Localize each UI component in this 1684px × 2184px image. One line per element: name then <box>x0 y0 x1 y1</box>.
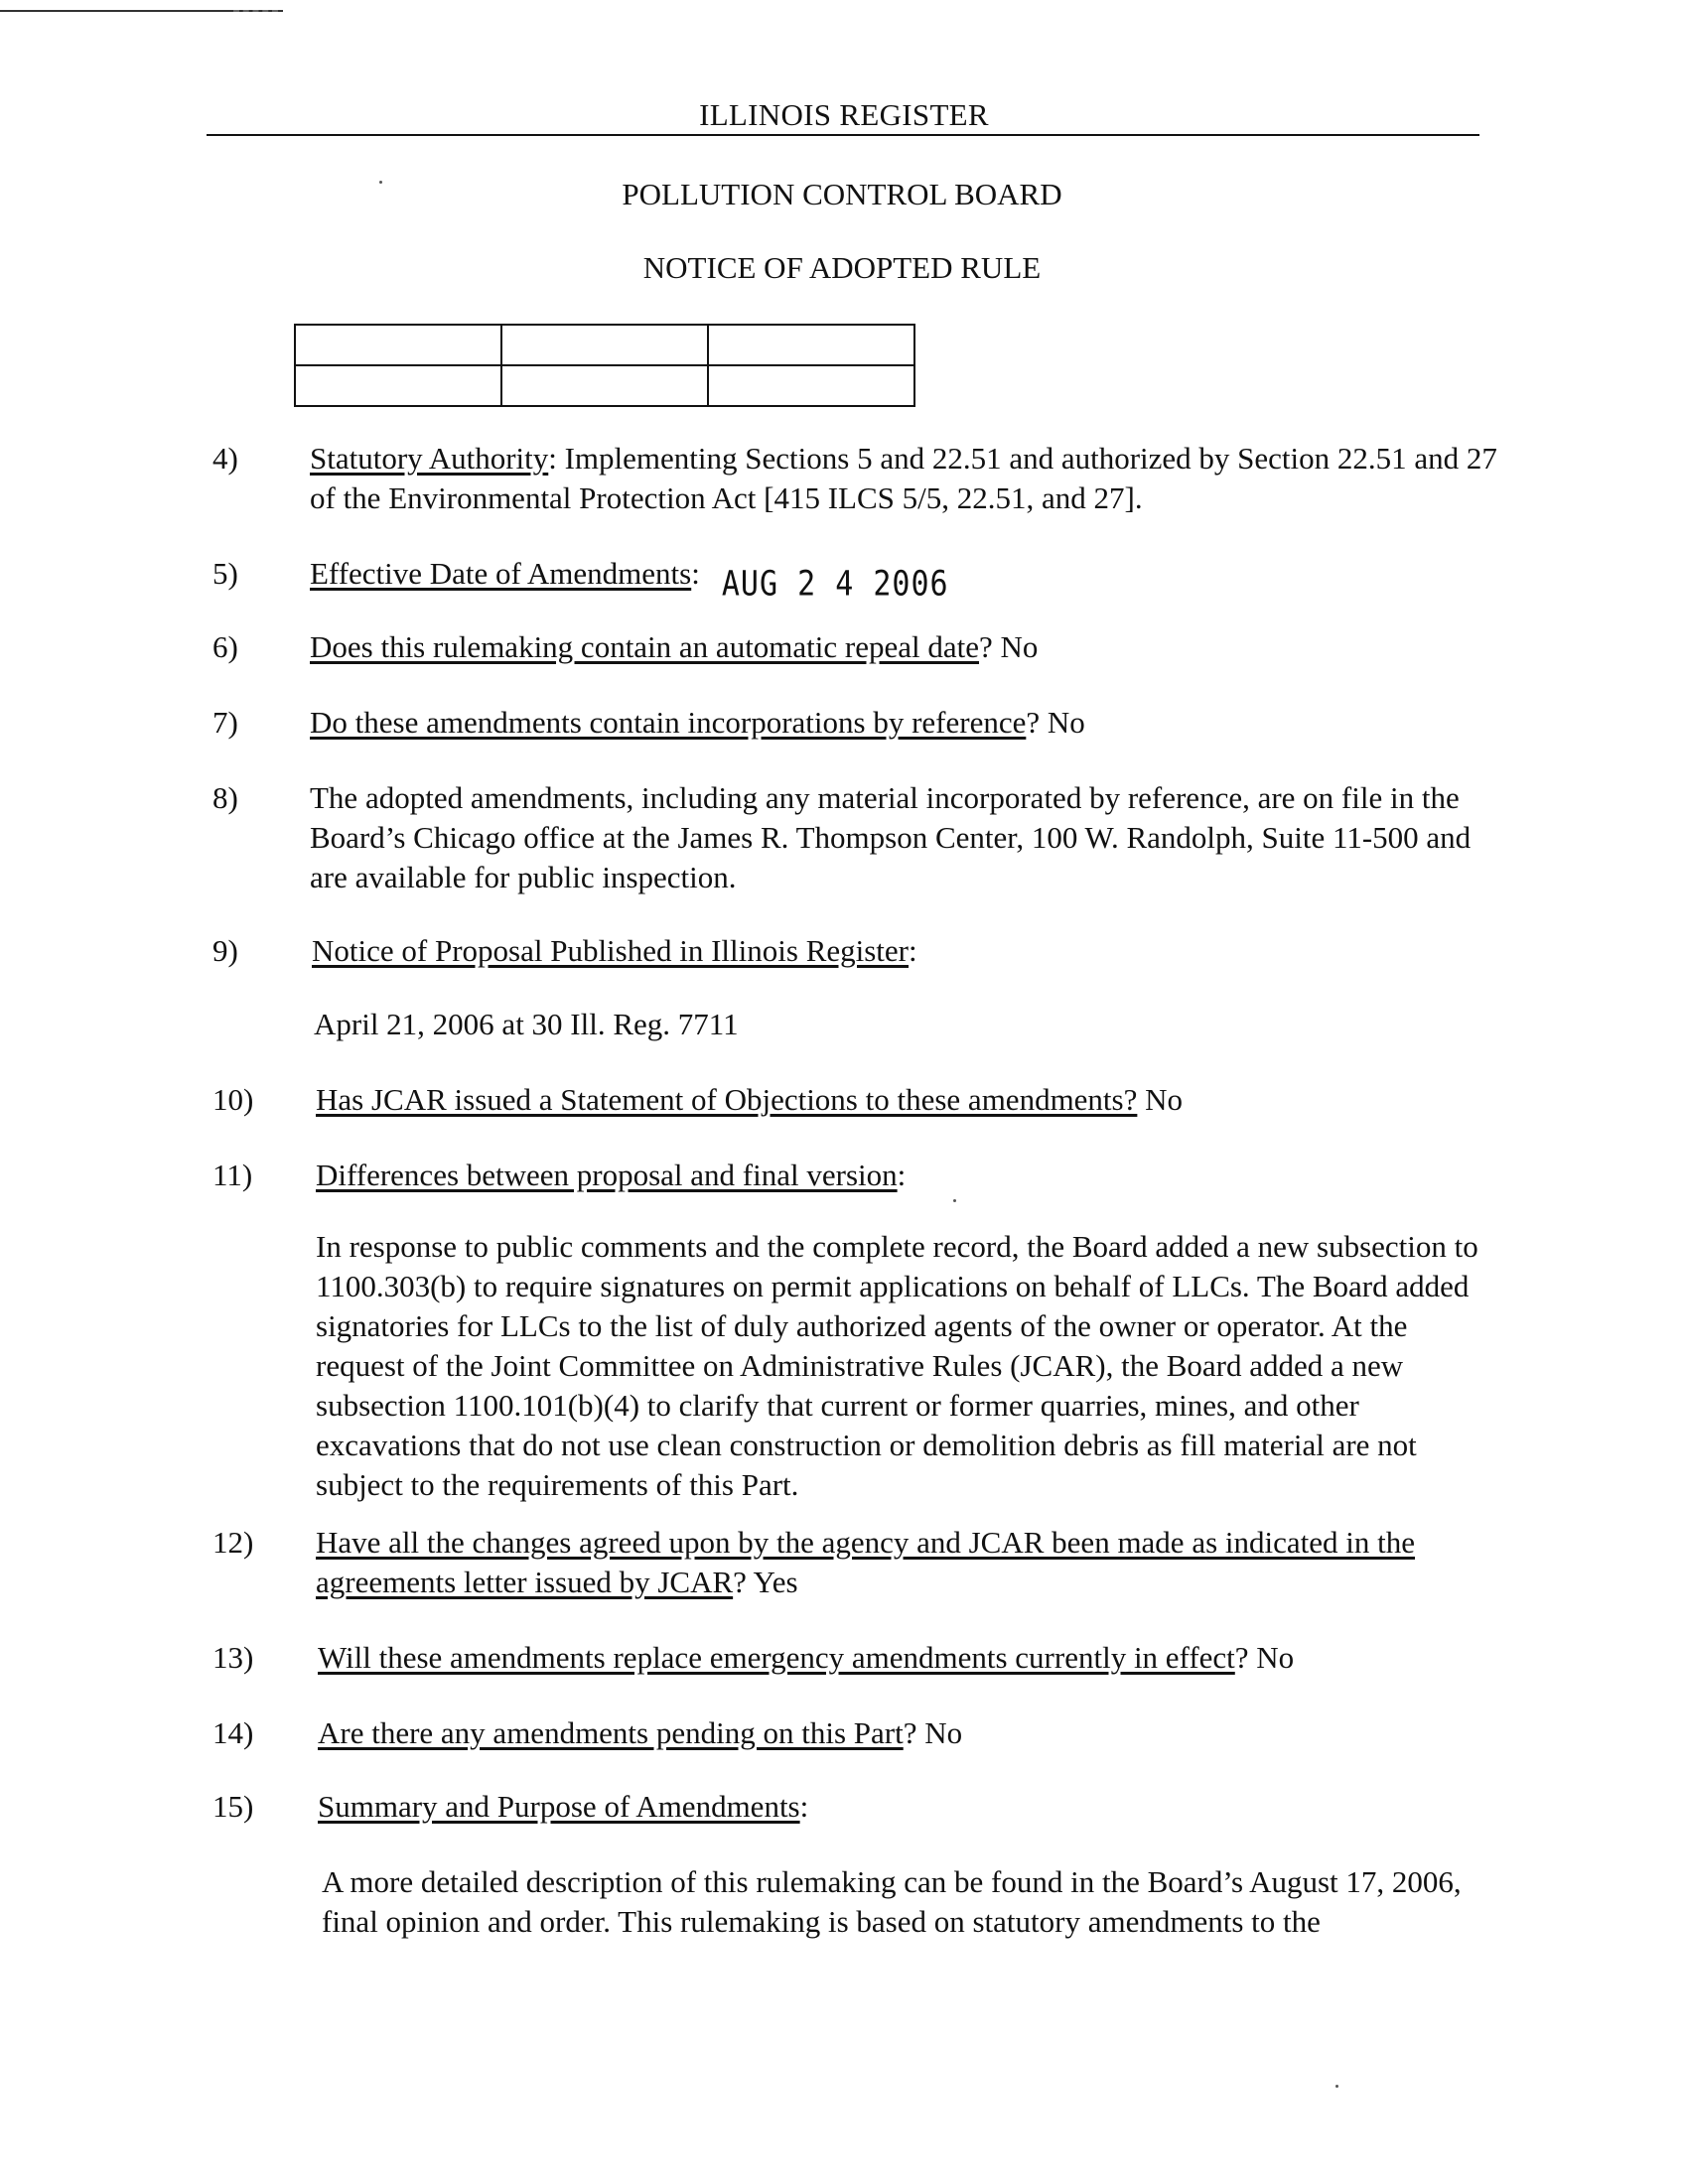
item-heading: Will these amendments replace emergency amendments currently in effect <box>318 1640 1235 1675</box>
agency-name: POLLUTION CONTROL BOARD <box>622 177 1062 211</box>
item-number: 8) <box>212 780 238 815</box>
proposal-citation: April 21, 2006 at 30 Ill. Reg. 7711 <box>314 1007 739 1041</box>
item-text: : <box>897 1158 907 1192</box>
item-text: : <box>691 556 700 591</box>
item-number: 15) <box>212 1789 254 1824</box>
item-heading: Do these amendments contain incorporations by reference <box>310 705 1027 740</box>
item-heading: Notice of Proposal Published in Illinois Register <box>312 933 910 968</box>
summary-detail: A more detailed description of this rulemaking can be found in the Board’s August 17, 2006, final opinion and order. This rulemaking is based on statutory amendments to the <box>322 1864 1462 1939</box>
item-number: 5) <box>212 556 238 591</box>
item-number: 7) <box>212 705 238 740</box>
scan-artifact-dash <box>233 10 278 12</box>
item-text: The adopted amendments, including any material incorporated by reference, are on file in the Board’s Chicago office at the James R. Thompson Center, 100 W. Randolph, Suite 11-500 and are available for public inspection. <box>310 780 1472 894</box>
scan-speck <box>379 181 382 184</box>
register-title: ILLINOIS REGISTER <box>699 97 989 132</box>
date-stamp: AUG 2 4 2006 <box>721 564 949 605</box>
table-cell <box>501 365 708 406</box>
scan-speck <box>953 1199 956 1202</box>
item-heading: Have all the changes agreed upon by the agency and JCAR been made as indicated in the agreements letter issued by JCAR <box>316 1525 1415 1599</box>
item-number: 10) <box>212 1082 254 1117</box>
table-cell <box>708 325 914 365</box>
table-cell <box>295 325 501 365</box>
item-heading: Effective Date of Amendments <box>310 556 692 591</box>
reference-box-table <box>294 324 915 407</box>
item-text: : <box>799 1789 809 1824</box>
item-number: 11) <box>212 1158 253 1192</box>
item-number: 13) <box>212 1640 254 1675</box>
item-heading: Summary and Purpose of Amendments <box>318 1789 800 1824</box>
item-heading: Does this rulemaking contain an automatic repeal date <box>310 629 980 664</box>
item-text: No <box>1137 1082 1184 1117</box>
item-number: 6) <box>212 629 238 664</box>
table-cell <box>501 325 708 365</box>
notice-type: NOTICE OF ADOPTED RULE <box>642 250 1042 285</box>
item-text: : Implementing Sections 5 and 22.51 and authorized by Section 22.51 and 27 of the Environmental Protection Act [415 ILCS 5/5, 22.51, and 27]. <box>310 441 1497 515</box>
item-number: 14) <box>212 1715 254 1750</box>
item-number: 4) <box>212 441 238 476</box>
table-cell <box>295 365 501 406</box>
item-heading: Are there any amendments pending on this Part <box>318 1715 904 1750</box>
item-number: 12) <box>212 1525 254 1560</box>
item-heading: Differences between proposal and final version <box>316 1158 898 1192</box>
item-text: ? Yes <box>733 1565 798 1599</box>
item-text: ? No <box>903 1715 963 1750</box>
scan-speck <box>1335 2085 1338 2088</box>
item-heading: Statutory Authority <box>310 441 549 476</box>
item-text: ? No <box>1026 705 1085 740</box>
item-text: ? No <box>979 629 1039 664</box>
item-heading: Has JCAR issued a Statement of Objections to these amendments? <box>316 1082 1138 1117</box>
item-number: 9) <box>212 933 238 968</box>
item-text: : <box>909 933 917 968</box>
header-rule <box>207 134 1479 136</box>
differences-detail: In response to public comments and the complete record, the Board added a new subsection to 1100.303(b) to require signatures on permit applications on behalf of LLCs. The Board added signatories for LLCs to the list of duly authorized agents of the owner or operator. At the request of the Joint Committee on Administrative Rules (JCAR), the Board added a new subsection 1100.101(b)(4) to clarify that current or former quarries, mines, and other excavations that do not use clean construction or demolition debris as fill material are not subject to the requirements of this Part. <box>316 1229 1478 1502</box>
table-cell <box>708 365 914 406</box>
item-text: ? No <box>1234 1640 1295 1675</box>
